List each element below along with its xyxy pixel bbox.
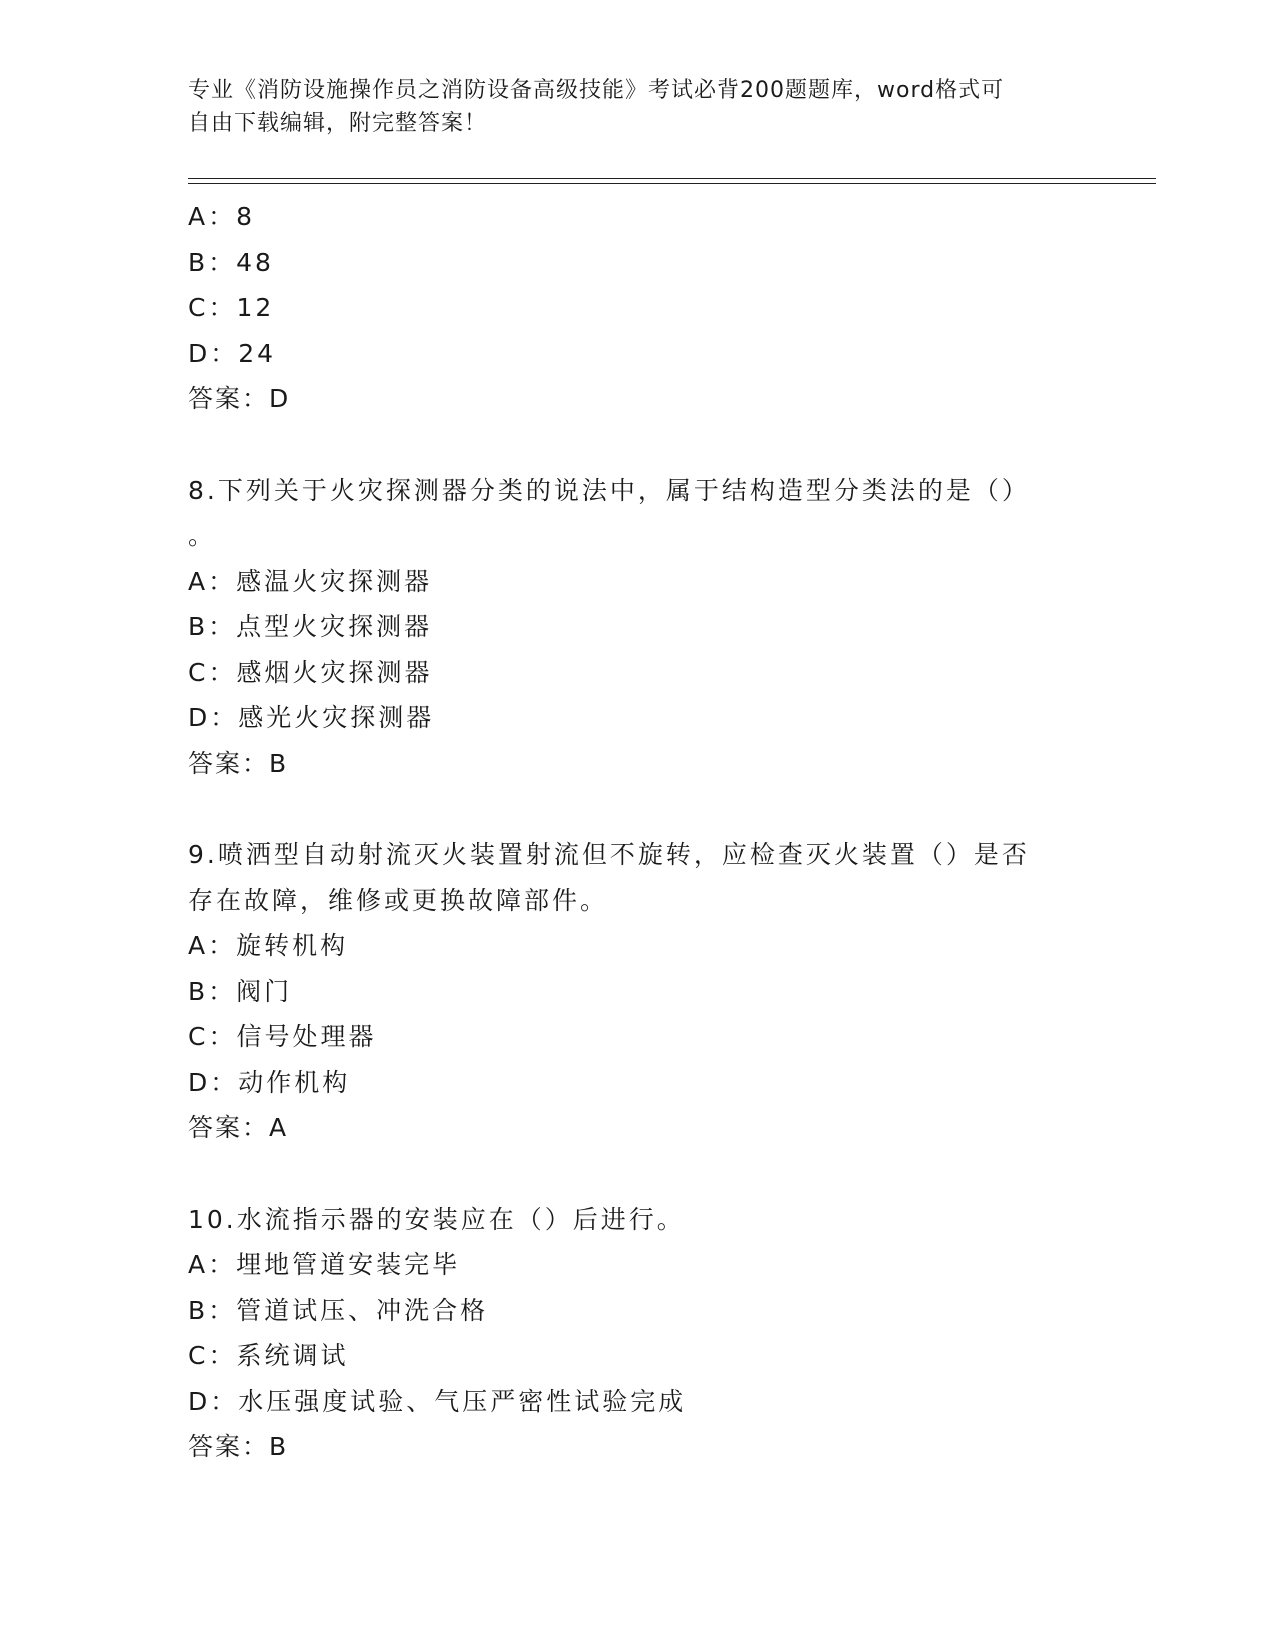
question-stem: 9.喷洒型自动射流灭火装置射流但不旋转，应检查灭火装置（）是否 — [188, 840, 1030, 869]
option-a: A：埋地管道安装完毕 — [188, 1250, 461, 1279]
answer: 答案：B — [188, 1432, 289, 1461]
option-d: D：动作机构 — [188, 1067, 351, 1097]
option-d: D：水压强度试验、气压严密性试验完成 — [188, 1386, 687, 1416]
answer: 答案：A — [188, 1113, 289, 1142]
option-b: B：点型火灾探测器 — [188, 612, 433, 641]
option-b: B：阀门 — [188, 976, 293, 1006]
question-list — [188, 194, 1088, 1470]
header-rule-top — [188, 178, 1156, 179]
option-c: C：12 — [188, 293, 275, 322]
document-header — [188, 74, 1068, 140]
question-10 — [188, 1197, 1088, 1470]
option-c: C：信号处理器 — [188, 1022, 377, 1051]
option-d: D：24 — [188, 338, 277, 368]
question-7 — [188, 194, 1088, 422]
question-stem-continued: 存在故障，维修或更换故障部件。 — [188, 885, 609, 915]
header-line-1: 专业《消防设施操作员之消防设备高级技能》考试必背200题题库，word格式可 — [188, 78, 1005, 103]
option-d: D：感光火灾探测器 — [188, 703, 435, 732]
header-rule-bottom — [188, 183, 1156, 184]
answer: 答案：B — [188, 748, 289, 778]
question-8 — [188, 468, 1088, 787]
question-stem-continued: 。 — [188, 521, 217, 550]
option-a: A：感温火灾探测器 — [188, 566, 433, 596]
option-a: A：8 — [188, 202, 256, 231]
option-b: B：48 — [188, 247, 274, 277]
header-line-2: 自由下载编辑，附完整答案！ — [188, 111, 488, 136]
answer: 答案：D — [188, 384, 291, 413]
question-9 — [188, 832, 1088, 1151]
question-stem: 10.水流指示器的安装应在（）后进行。 — [188, 1204, 685, 1234]
option-a: A：旋转机构 — [188, 931, 349, 960]
option-c: C：感烟火灾探测器 — [188, 657, 433, 687]
question-stem: 8.下列关于火灾探测器分类的说法中，属于结构造型分类法的是（） — [188, 475, 1030, 505]
option-c: C：系统调试 — [188, 1341, 349, 1370]
option-b: B：管道试压、冲洗合格 — [188, 1295, 489, 1325]
